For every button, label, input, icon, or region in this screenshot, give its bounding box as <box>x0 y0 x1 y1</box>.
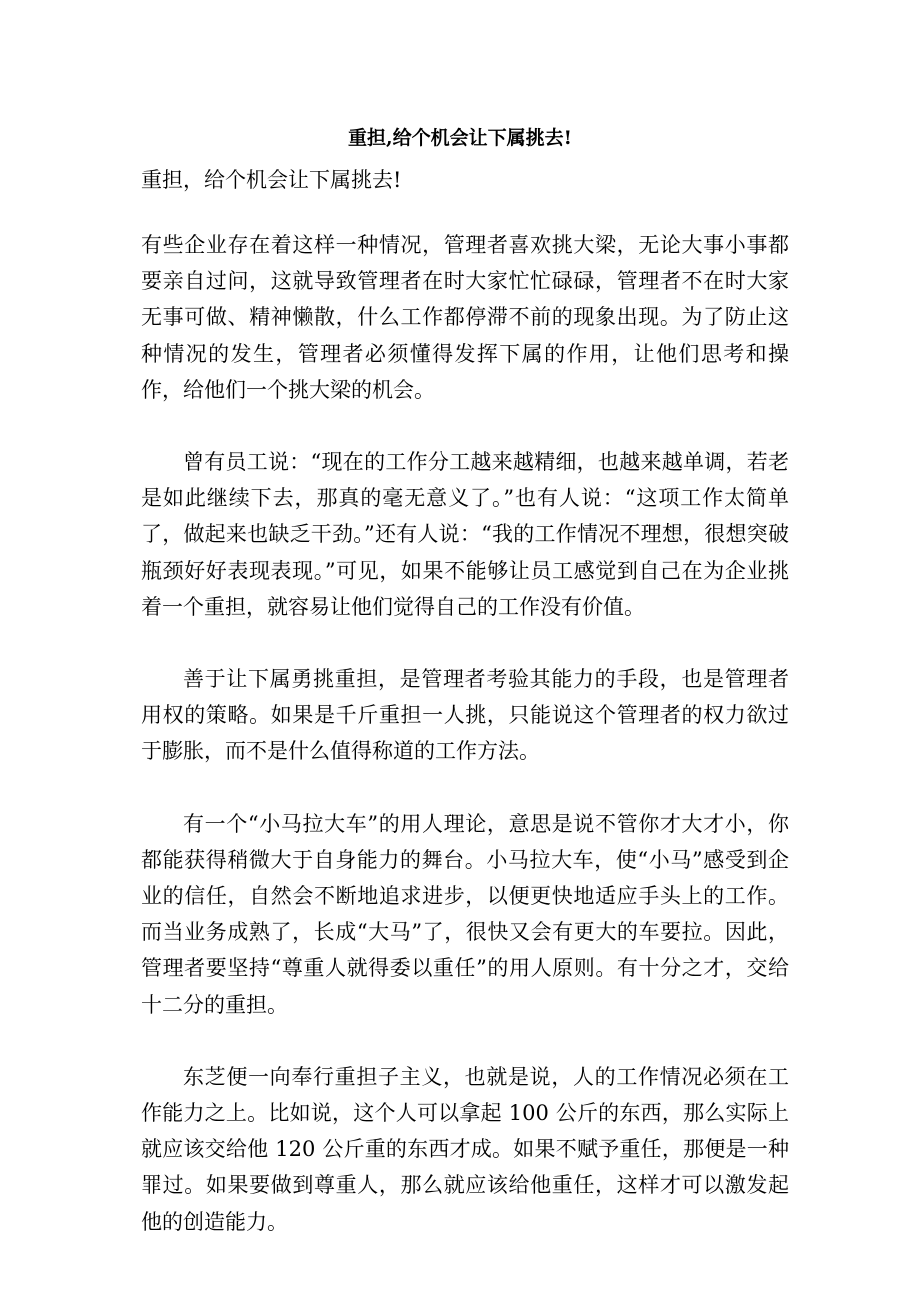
paragraph-1: 有些企业存在着这样一种情况，管理者喜欢挑大梁，无论大事小事都要亲自过问，这就导致管理者在时大家忙忙碌碌，管理者不在时大家无事可做、精神懒散，什么工作都停滞不前的现象出现。为了防止这种情况的发生，管理者必须懂得发挥下属的作用，让他们思考和操作，给他们一个挑大梁的机会。 <box>141 233 789 402</box>
paragraph-5: 东芝便一向奉行重担子主义，也就是说，人的工作情况必须在工作能力之上。比如说，这个人可以拿起 100 公斤的东西，那么实际上就应该交给他 120 公斤重的东西才成。如果不赋予重任，那便是一种罪过。如果要做到尊重人，那么就应该给他重任，这样才可以激发起他的创造能力。 <box>141 1064 789 1234</box>
paragraph-2: 曾有员工说：“现在的工作分工越来越精细，也越来越单调，若老是如此继续下去，那真的毫无意义了。”也有人说：“这项工作太简单了，做起来也缺乏干劲。”还有人说：“我的工作情况不理想，很想突破瓶颈好好表现表现。”可见，如果不能够让员工感觉到自己在为企业挑着一个重担，就容易让他们觉得自己的工作没有价值。 <box>141 450 789 619</box>
paragraph-3: 善于让下属勇挑重担，是管理者考验其能力的手段，也是管理者用权的策略。如果是千斤重担一人挑，只能说这个管理者的权力欲过于膨胀，而不是什么值得称道的工作方法。 <box>141 667 789 764</box>
document-body <box>141 227 789 1276</box>
document-title: 重担,给个机会让下属挑去! <box>348 127 572 149</box>
paragraph-4: 有一个“小马拉大车”的用人理论，意思是说不管你才大才小，你都能获得稍微大于自身能力的舞台。小马拉大车，使“小马”感受到企业的信任，自然会不断地追求进步，以便更快地适应手头上的工作。而当业务成熟了，长成“大马”了，很快又会有更大的车要拉。因此，管理者要坚持“尊重人就得委以重任”的用人原则。有十分之才，交给十二分的重担。 <box>141 811 789 1017</box>
document-subtitle: 重担，给个机会让下属挑去! <box>141 168 402 192</box>
